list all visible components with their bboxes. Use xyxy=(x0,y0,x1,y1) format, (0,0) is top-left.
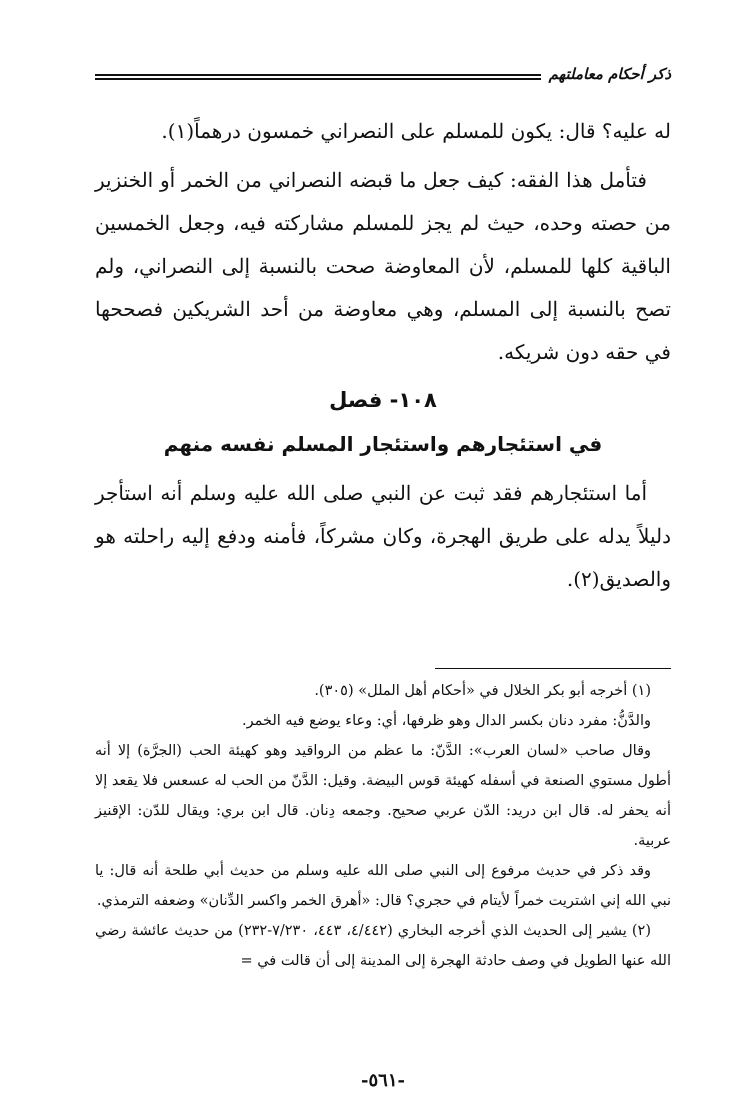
footnote-separator xyxy=(435,668,671,669)
paragraph-continuation: له عليه؟ قال: يكون للمسلم على النصراني خمسون درهماً(١). xyxy=(161,119,671,143)
section-number-heading: ١٠٨- فصل xyxy=(329,388,437,412)
main-text xyxy=(95,110,671,605)
paragraph: أما استئجارهم فقد ثبت عن النبي صلى الله عليه وسلم أنه استأجر دليلاً يدله على طريق الهجرة، وكان مشركاً، فأمنه ودفع إليه راحلته هو والصديق(٢). xyxy=(95,481,671,591)
footnote-1-hadith: وقد ذكر في حديث مرفوع إلى النبي صلى الله عليه وسلم من حديث أبي طلحة أنه قال: يا نبي الله إني اشتريت خمراً لأيتام في حجري؟ قال: «أهرق الخمر واكسر الدِّنان» وضعفه الترمذي. xyxy=(95,863,671,909)
footnote-1-lisan-quote: وقال صاحب «لسان العرب»: الدَّنّ: ما عظم من الرواقيد وهو كهيئة الحب (الجرَّة) إلا أنه أطول مستوي الصنعة في أسفله كهيئة قوس البيضة. وقيل: الدَّنّ من الحب له عسعس فلا يقعد إلا أنه يحفر له. قال ابن دريد: الدّن عربي صحيح. وجمعه دِنان. قال ابن بري: ويقال للدّن: الإقنيز عربية. xyxy=(95,743,671,849)
footnote-2: (٢) يشير إلى الحديث الذي أخرجه البخاري (٤/٤٤٢، ٤٤٣، ٧/٢٣٠-٢٣٢) من حديث عائشة رضي الله عنها الطويل في وصف حادثة الهجرة إلى المدينة إلى أن قالت في = xyxy=(95,923,671,969)
header-double-rule xyxy=(95,74,541,80)
running-header-title: ذكر أحكام معاملتهم xyxy=(548,65,671,83)
footnotes xyxy=(95,676,671,976)
book-page xyxy=(95,52,671,1091)
footnote-1: (١) أخرجه أبو بكر الخلال في «أحكام أهل الملل» (٣٠٥). xyxy=(314,683,651,699)
paragraph: فتأمل هذا الفقه: كيف جعل ما قبضه النصراني من الخمر أو الخنزير من حصته وحده، حيث لم يجز للمسلم مشاركته فيه، وجعل الخمسين الباقية كلها للمسلم، لأن المعاوضة صحت بالنسبة إلى النصراني، ولم تصح بالنسبة إلى المسلم، وهي معاوضة من أحد الشريكين فصححها في حقه دون شريكه. xyxy=(95,168,671,364)
section-title-heading: في استئجارهم واستئجار المسلم نفسه منهم xyxy=(163,432,603,456)
running-header xyxy=(95,60,671,88)
footnote-1-definition: والدَّنُّ: مفرد دنان بكسر الدال وهو ظرفها، أي: وعاء يوضع فيه الخمر. xyxy=(242,713,651,729)
page-number: -٥٦١- xyxy=(361,1070,405,1091)
